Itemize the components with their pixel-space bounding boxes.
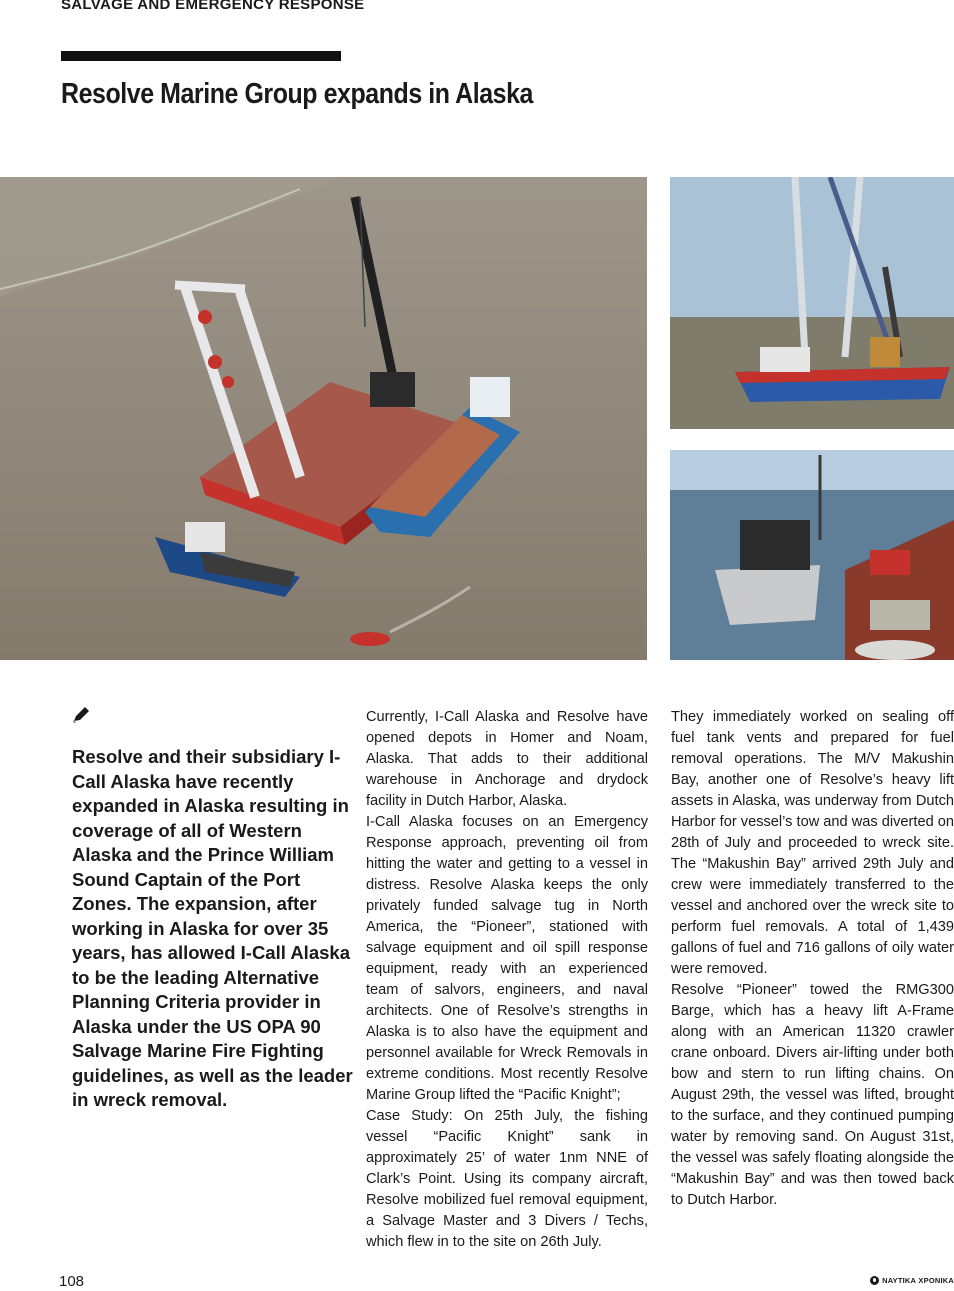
paragraph: Resolve “Pioneer” towed the RMG300 Barge, which has a heavy lift A-Frame along with an American 11320 crawler crane onboard. Divers air-lifting under both bow and stern to run lifting chains. On August 29th, the vessel was lifted, brought to the surface, and they continued pumping water by removing sand. On August 31st, the vessel was safely floating alongside the “Makushin Bay” and was then towed back to Dutch Harbor. <box>671 982 954 1208</box>
section-label: SALVAGE AND EMERGENCY RESPONSE <box>61 0 365 13</box>
page-number: 108 <box>59 1273 85 1290</box>
paragraph: I-Call Alaska focuses on an Emergency Response approach, preventing oil from hitting the water and getting to a vessel in distress. Resolve Alaska keeps the only privately funded salvage tug in North America, the “Pioneer”, stationed with salvage equipment and oil spill response equipment, ready with an experienced team of salvors, engineers, and naval architects. One of Resolve’s strengths in Alaska is to also have the equipment and personnel available for Wreck Removals in extreme conditions. Most recently Resolve Marine Group lifted the “Pacific Knight”; <box>366 814 648 1103</box>
aframe-lift-photo <box>670 177 954 429</box>
paragraph: Currently, I-Call Alaska and Resolve have opened depots in Homer and Noam, Alaska. That adds to their additional warehouse in Anchorage and drydock facility in Dutch Harbor, Alaska. <box>366 709 648 809</box>
aerial-barge-crane-photo <box>0 177 647 660</box>
article-column-right <box>671 707 954 1211</box>
paragraph: They immediately worked on sealing off fuel tank vents and prepared for fuel removal operations. The M/V Makushin Bay, another one of Resolve’s heavy lift assets in Alaska, was underway from Dutch Harbor for vessel’s tow and was diverted on 28th of July and proceeded to wreck site. The “Makushin Bay” arrived 29th July and crew were immediately transferred to the vessel and anchored over the wreck site to perform fuel removals. A total of 1,439 gallons of fuel and 716 gallons of oily water were removed. <box>671 709 954 977</box>
brand-name: ΝΑΥΤΙΚΑ ΧΡΟΝΙΚΑ <box>882 1276 954 1285</box>
lead-paragraph: Resolve and their subsidiary I-Call Alaska have recently expanded in Alaska resulting in coverage of all of Western Alaska and the Prince William Sound Captain of the Port Zones. The expansion, after working in Alaska for over 35 years, has allowed I-Call Alaska to be the leading Alternative Planning Criteria provider in Alaska under the US OPA 90 Salvage Marine Fire Fighting guidelines, as well as the leader in wreck removal. <box>72 746 353 1110</box>
publication-brand <box>870 1276 954 1285</box>
article-headline: Resolve Marine Group expands in Alaska <box>61 78 534 110</box>
title-rule <box>61 51 341 61</box>
article-column-middle <box>366 707 648 1253</box>
fishing-vessel-photo <box>670 450 954 660</box>
brand-logo-icon <box>870 1276 879 1285</box>
pencil-icon <box>70 703 92 725</box>
paragraph: Case Study: On 25th July, the fishing vessel “Pacific Knight” sank in approximately 25’ of water 1nm NNE of Clark’s Point. Using its company aircraft, Resolve mobilized fuel removal equipment, a Salvage Master and 3 Divers / Techs, which flew in to the site on 26th July. <box>366 1108 648 1250</box>
